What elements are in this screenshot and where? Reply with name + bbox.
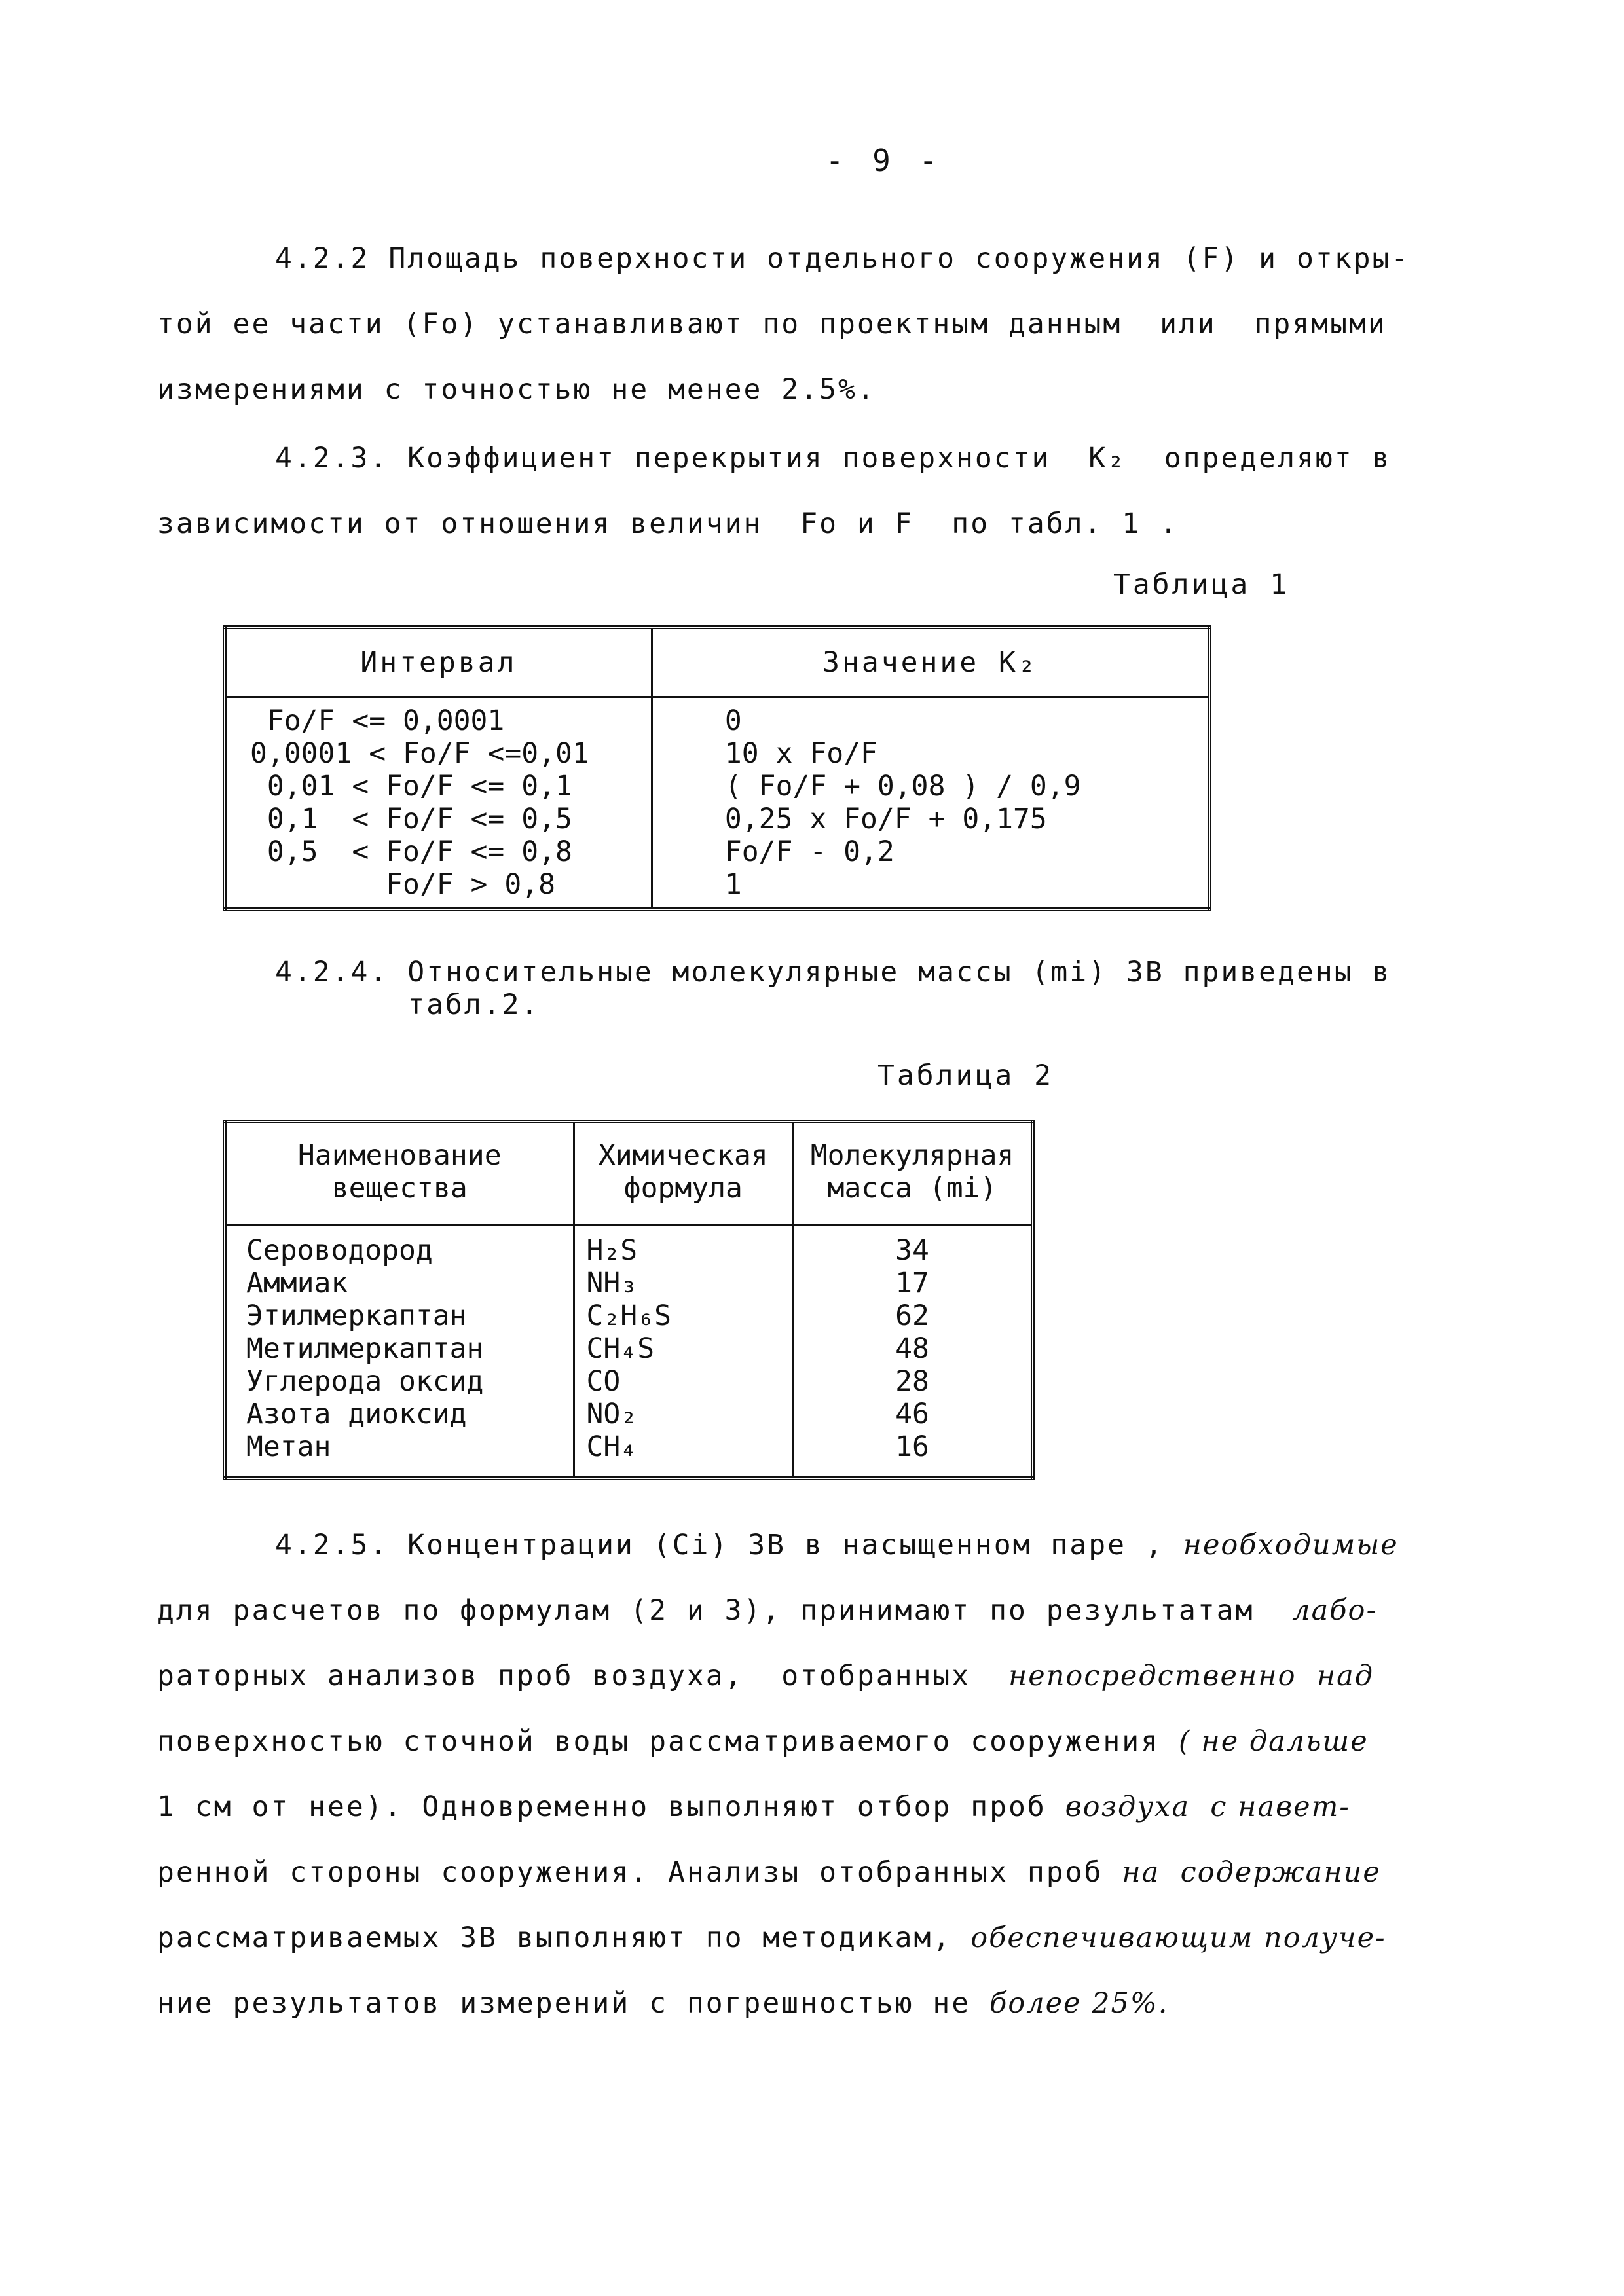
text-line: 4.2.4. Относительные молекулярные массы (mi) ЗВ приведены в	[275, 956, 1392, 989]
table-1-caption: Таблица 1	[1113, 568, 1289, 601]
text-line	[157, 1840, 1399, 1905]
text-line	[157, 1643, 1399, 1709]
table-2-header-mass: Молекулярная масса (mi)	[793, 1121, 1033, 1226]
paragraph-4-2-3	[157, 426, 1391, 556]
text-segment: поверхностью сточной воды рассматриваемого сооружения	[157, 1725, 1179, 1758]
table-2-caption: Таблица 2	[877, 1059, 1054, 1092]
handwritten-text: воздуха с навет-	[1065, 1791, 1350, 1823]
table-1	[223, 625, 1211, 911]
text-line	[157, 1774, 1399, 1840]
text-line	[157, 1512, 1399, 1578]
text-line	[157, 1578, 1399, 1643]
text-segment: раторных анализов проб воздуха, отобранных	[157, 1660, 1008, 1692]
text-segment: рассматриваемых ЗВ выполняют по методикам,	[157, 1922, 971, 1954]
paragraph-4-2-4	[275, 956, 1391, 1021]
table-2-names: Сероводород Аммиак Этилмеркаптан Метилмеркаптан Углерода оксид Азота диоксид Метан	[225, 1226, 574, 1479]
paragraph-4-2-5	[157, 1512, 1399, 2036]
page-number: - 9 -	[825, 143, 943, 178]
text-segment: ние результатов измерений с погрешностью не	[157, 1987, 990, 2020]
text-segment: для расчетов по формулам (2 и 3), принимают по результатам	[157, 1594, 1293, 1627]
table-2-header-name: Наименование вещества	[225, 1121, 574, 1226]
text-line: 4.2.3. Коэффициент перекрытия поверхности К₂ определяют в	[275, 442, 1392, 475]
table-1-values: 0 10 x Fo/F ( Fo/F + 0,08 ) / 0,9 0,25 x Fo/F + 0,175 Fo/F - 0,2 1	[724, 704, 1081, 901]
handwritten-text: на содержание	[1122, 1856, 1381, 1889]
text-line: 4.2.2 Площадь поверхности отдельного сооружения (F) и откры-	[275, 242, 1411, 275]
handwritten-text: более 25%.	[989, 1987, 1169, 2020]
text-line: той ее части (Fo) устанавливают по проектным данным или прямыми	[157, 308, 1387, 340]
table-2-header-formula: Химическая формула	[574, 1121, 793, 1226]
text-line	[157, 1709, 1399, 1774]
text-line: зависимости от отношения величин Fo и F по табл. 1 .	[157, 507, 1179, 540]
table-1-header-value: Значение К₂	[652, 627, 1209, 697]
text-segment: 1 см от нее). Одновременно выполняют отбор проб	[157, 1791, 1065, 1823]
table-2	[223, 1120, 1035, 1480]
handwritten-text: обеспечивающим получе-	[970, 1922, 1386, 1954]
table-1-intervals: Fo/F <= 0,0001 0,0001 < Fo/F <=0,01 0,01 < Fo/F <= 0,1 0,1 < Fo/F <= 0,5 0,5 < Fo/F <= 0,8 Fo/F > 0,8	[225, 697, 652, 910]
handwritten-text: ( не дальше	[1178, 1725, 1369, 1758]
text-line: табл.2.	[275, 989, 540, 1021]
text-line: измерениями с точностью не менее 2.5%.	[157, 373, 876, 406]
handwritten-text: лабо-	[1292, 1594, 1377, 1627]
handwritten-text: непосредственно над	[1008, 1660, 1375, 1692]
text-segment: 4.2.5. Концентрации (Ci) ЗВ в насыщенном паре ,	[275, 1529, 1183, 1561]
handwritten-text: необходимые	[1183, 1529, 1399, 1561]
text-segment: ренной стороны сооружения. Анализы отобранных проб	[157, 1856, 1122, 1889]
table-1-header-interval: Интервал	[225, 627, 652, 697]
paragraph-4-2-2	[157, 226, 1410, 422]
text-line	[157, 1905, 1399, 1971]
text-line	[157, 1971, 1399, 2036]
table-2-formulas: H₂S NH₃ C₂H₆S CH₄S CO NO₂ CH₄	[574, 1226, 793, 1479]
table-2-masses: 34 17 62 48 28 46 16	[895, 1234, 929, 1463]
